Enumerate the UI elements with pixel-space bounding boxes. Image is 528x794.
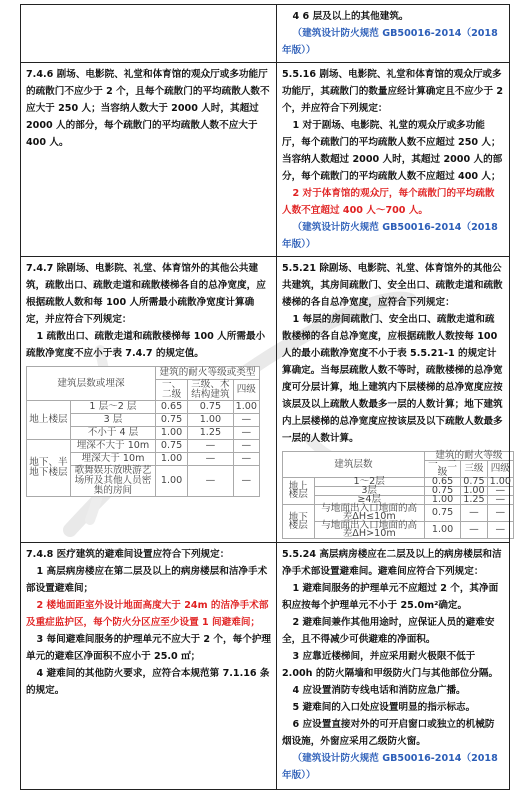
table-subheader: 三级、木结构建筑: [188, 380, 233, 401]
table-row-label: ≥4层: [314, 496, 424, 505]
clause-heading: 7.4.7 除剧场、电影院、礼堂、体育馆外的其他公共建筑，疏散出口、疏散走道和疏散楼梯各自的总净宽度，应根据疏散人数和每 100 人所需最小疏散净宽度计算确定，并应符合下列规定：: [26, 263, 266, 325]
table-row: [21, 257, 510, 543]
clause-heading: 7.4.8 医疗建筑的避难间设置应符合下列规定：: [26, 549, 230, 560]
table-cell: 0.75: [424, 487, 460, 496]
table-group-label: 地上楼层: [27, 401, 71, 440]
cell-left: [21, 543, 277, 790]
table-cell: 1.00: [487, 478, 513, 487]
table-row-label: 3层: [314, 487, 424, 496]
clause-heading: 5.5.21 除剧场、电影院、礼堂、体育馆外的其他公共建筑，其房间疏散门、安全出口、疏散走道和疏散楼梯的各自总净宽度，应符合下列规定：: [282, 263, 503, 308]
clause-item: 1 疏散出口、疏散走道和疏散楼梯每 100 人所需最小疏散净宽度不应小于表 7.4.7 的规定值。: [26, 331, 266, 359]
table-cell: 0.75: [156, 440, 188, 453]
table-group-label: 地上楼层: [283, 478, 315, 505]
table-cell: —: [188, 440, 233, 453]
cell-right: [277, 5, 510, 63]
table-cell: 0.75: [188, 401, 233, 414]
table-cell: 1.00: [424, 522, 460, 539]
table-cell: —: [487, 487, 513, 496]
table-row-label: 1～2层: [314, 478, 424, 487]
table-cell: 1.25: [461, 496, 487, 505]
width-table-left: [26, 366, 260, 497]
reference-text: （建筑设计防火规范 GB50016-2014（2018 年版））: [282, 28, 498, 56]
clause-item: 5 避难间的入口处应设置明显的指示标志。: [292, 702, 476, 713]
clause-text: 4 6 层及以上的其他建筑。: [292, 11, 409, 22]
clause-item: 3 每间避难间服务的护理单元不应大于 2 个，每个护理单元的避难区净面积不应小于 25.0 ㎡；: [26, 634, 271, 662]
table-header: 建筑层数: [283, 452, 425, 478]
cell-left: [21, 257, 277, 543]
clause-item: 4 应设置消防专线电话和消防应急广播。: [292, 685, 466, 696]
table-cell: 0.65: [424, 478, 460, 487]
clause-item-highlight: 2 对于体育馆的观众厅，每个疏散门的平均疏散人数不宜超过 400 人～700 人。: [282, 188, 495, 216]
table-header: 建筑的耐火等级或类型: [156, 367, 260, 380]
table-cell: 1.00: [156, 427, 188, 440]
table-cell: —: [188, 453, 233, 466]
clause-item: 1 避难间服务的护理单元不应超过 2 个，其净面积应按每个护理单元不小于 25.0m²确定。: [282, 583, 499, 611]
cell-empty: [21, 5, 277, 63]
reference-text: （建筑设计防火规范 GB50016-2014（2018 年版））: [282, 753, 498, 781]
table-cell: 1.00: [424, 496, 460, 505]
table-cell: 1.00: [188, 414, 233, 427]
clause-item: 4 避难间的其他防火要求，应符合本规范第 7.1.16 条的规定。: [26, 668, 270, 696]
clause-item: 1 每层的房间疏散门、安全出口、疏散走道和疏散楼梯的各自总净宽度，应根据疏散人数按每 100 人的最小疏散净宽度不小于表 5.5.21-1 的规定计算确定。当每层疏散人数不等时，疏散楼梯的总净宽度可分层计算，地上建筑内下层楼梯的总净宽度应按该层及以上疏散人数最多一层的人数计算；地下建筑内上层楼梯的总净宽度应按该层及以下疏散人数最多一层的人数计算。: [282, 314, 503, 444]
clause-item: 1 高层病房楼应在第二层及以上的病房楼层和洁净手术部设置避难间；: [26, 566, 268, 594]
clause-text: 7.4.6 剧场、电影院、礼堂和体育馆的观众厅或多功能厅的疏散门不应少于 2 个，且每个疏散门的平均疏散人数不应大于 250 人；当容纳人数大于 2000 人时，其超过 2000 人的部分，每个疏散门的平均疏散人数不应大于 400 人。: [26, 69, 270, 148]
table-cell: 1.00: [156, 453, 188, 466]
clause-item: 1 对于剧场、电影院、礼堂的观众厅或多功能厅，每个疏散门的平均疏散人数不应超过 250 人；当容纳人数超过 2000 人时，其超过 2000 人的部分，每个疏散门的平均疏散人数不应超过 400 人；: [282, 120, 503, 182]
table-group-label: 地下楼层: [283, 505, 315, 539]
table-row-label: 埋深不大于 10m: [70, 440, 155, 453]
table-cell: —: [233, 466, 259, 497]
table-cell: 0.75: [424, 505, 460, 522]
clause-item-highlight: 2 楼地面距室外设计地面高度大于 24m 的洁净手术部及重症监护区，每个防火分区应至少设置 1 间避难间；: [26, 600, 269, 628]
table-row-label: 与地面出入口地面的高差ΔH≤10m: [314, 505, 424, 522]
comparison-table: [20, 4, 510, 790]
table-cell: —: [188, 466, 233, 497]
table-row-label: 与地面出入口地面的高差ΔH>10m: [314, 522, 424, 539]
table-cell: 1.00: [156, 466, 188, 497]
table-cell: 0.65: [156, 401, 188, 414]
table-cell: —: [233, 414, 259, 427]
clause-heading: 5.5.16 剧场、电影院、礼堂和体育馆的观众厅或多功能厅，其疏散门的数量应经计算确定且不应少于 2 个，并应符合下列规定：: [282, 69, 504, 114]
table-cell: 1.25: [188, 427, 233, 440]
clause-item: 3 应靠近楼梯间，并应采用耐火极限不低于 2.00h 的防火隔墙和甲级防火门与其他部位分隔。: [282, 651, 499, 679]
table-row-label: 歌舞娱乐放映游艺场所及其他人员密集的房间: [70, 466, 155, 497]
table-row-label: 不小于 4 层: [70, 427, 155, 440]
table-cell: —: [461, 522, 487, 539]
table-subheader: 四级: [487, 461, 513, 478]
table-subheader: 一、二级: [424, 461, 460, 478]
table-row-label: 1 层～2 层: [70, 401, 155, 414]
table-subheader: 四级: [233, 380, 259, 401]
table-subheader: 一、二级: [156, 380, 188, 401]
table-row-label: 埋深大于 10m: [70, 453, 155, 466]
table-row-label: 3 层: [70, 414, 155, 427]
table-cell: —: [487, 522, 513, 539]
table-cell: —: [461, 505, 487, 522]
table-header: 建筑层数或埋深: [27, 367, 156, 401]
table-cell: —: [487, 505, 513, 522]
clause-heading: 5.5.24 高层病房楼应在二层及以上的病房楼层和洁净手术部设置避难间。避难间应符合下列规定：: [282, 549, 502, 577]
table-row: [21, 5, 510, 63]
cell-right: [277, 63, 510, 257]
cell-right: [277, 543, 510, 790]
table-cell: 1.00: [233, 401, 259, 414]
reference-text: （建筑设计防火规范 GB50016-2014（2018 年版））: [282, 222, 498, 250]
clause-item: 2 避难间兼作其他用途时，应保证人员的避难安全，且不得减少可供避难的净面积。: [282, 617, 495, 645]
cell-right: [277, 257, 510, 543]
table-cell: 0.75: [461, 478, 487, 487]
table-cell: 0.75: [156, 414, 188, 427]
table-cell: —: [233, 440, 259, 453]
table-row: [21, 543, 510, 790]
table-group-label: 地下、半地下楼层: [27, 440, 71, 497]
table-cell: 1.00: [461, 487, 487, 496]
width-table-right: [282, 451, 514, 539]
table-cell: —: [233, 427, 259, 440]
table-row: [21, 63, 510, 257]
table-subheader: 三级: [461, 461, 487, 478]
table-cell: —: [487, 496, 513, 505]
table-cell: —: [233, 453, 259, 466]
cell-left: [21, 63, 277, 257]
table-header: 建筑的耐火等级: [424, 452, 513, 461]
clause-item: 6 应设置直接对外的可开启窗口或独立的机械防烟设施，外窗应采用乙级防火窗。: [282, 719, 495, 747]
